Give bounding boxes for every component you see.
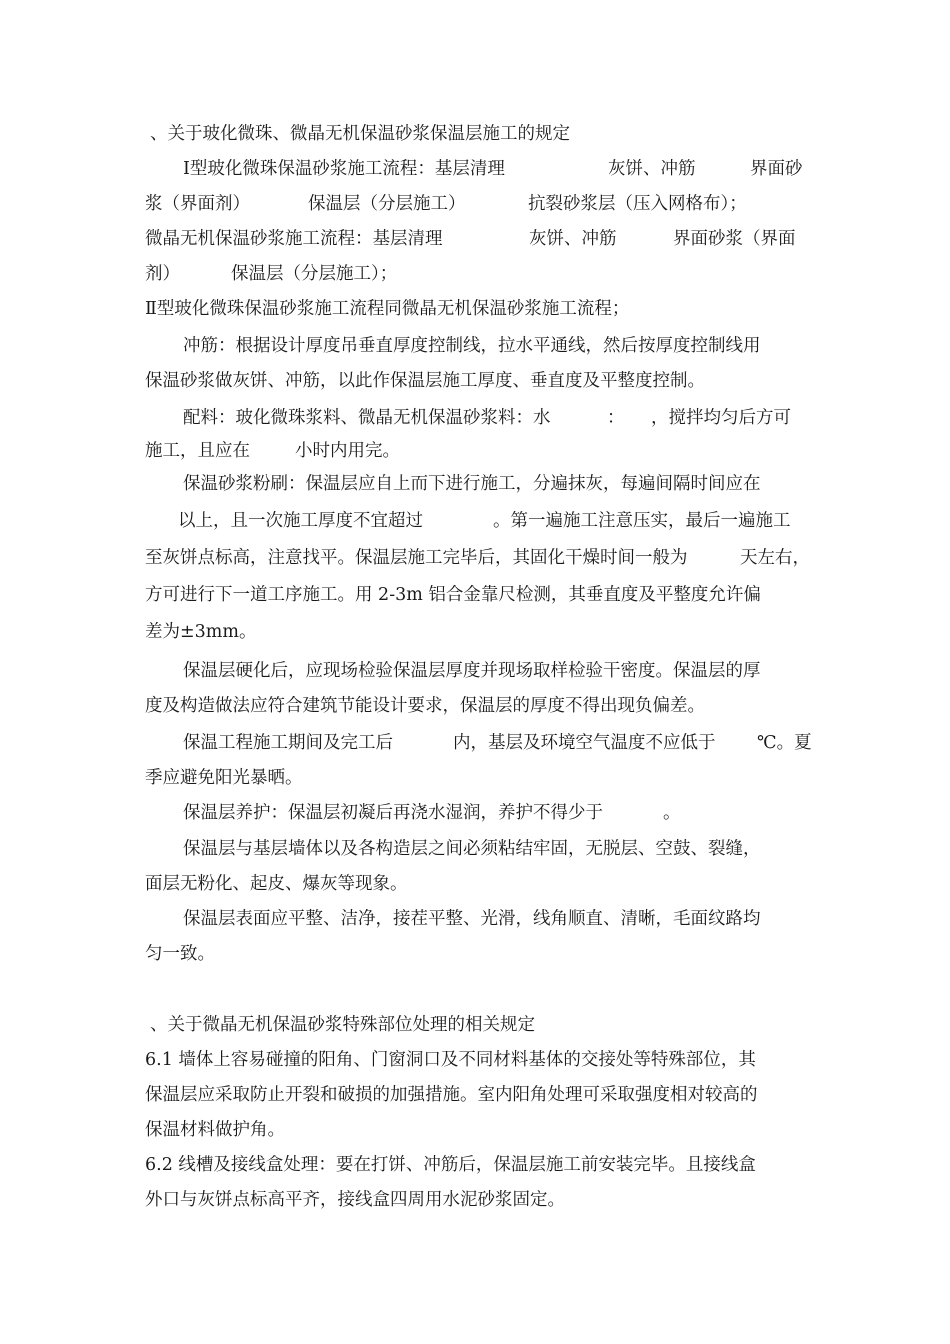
paragraph-line: 保温层与基层墙体以及各构造层之间必须粘结牢固，无脱层、空鼓、裂缝，	[183, 839, 761, 859]
process-text: 灰饼、冲筋	[608, 159, 696, 179]
paragraph-line: 方可进行下一道工序施工。用 2-3m 铝合金靠尺检测，其垂直度及平整度允许偏	[145, 585, 761, 605]
paragraph-text: 至灰饼点标高，注意找平。保温层施工完毕后，其固化干燥时间一般为	[145, 548, 688, 568]
paragraph-text: ：	[607, 408, 625, 428]
paragraph-line: 外口与灰饼点标高平齐，接线盒四周用水泥砂浆固定。	[145, 1190, 565, 1210]
paragraph-text: 内，基层及环境空气温度不应低于	[453, 733, 716, 753]
process-text: 微晶无机保温砂浆施工流程：基层清理	[145, 229, 443, 249]
paragraph-line: 保温砂浆做灰饼、冲筋，以此作保温层施工厚度、垂直度及平整度控制。	[145, 371, 705, 391]
paragraph-text: ，搅拌均匀后方可	[651, 408, 791, 428]
paragraph-line: 保温层硬化后，应现场检验保温层厚度并现场取样检验干密度。保温层的厚	[183, 661, 761, 681]
paragraph-line: 保温砂浆粉刷：保温层应自上而下进行施工，分遍抹灰，每遍间隔时间应在	[183, 474, 761, 494]
paragraph-text: 。	[663, 803, 681, 823]
process-text: 界面砂浆（界面	[673, 229, 796, 249]
paragraph-line: 保温材料做护角。	[145, 1120, 285, 1140]
process-text: 灰饼、冲筋	[529, 229, 617, 249]
paragraph-line: 6.1 墙体上容易碰撞的阳角、门窗洞口及不同材料基体的交接处等特殊部位，其	[145, 1050, 756, 1070]
paragraph-text: 小时内用完。	[295, 441, 400, 461]
process-text: 界面砂	[750, 159, 803, 179]
paragraph-text: 施工，且应在	[145, 441, 250, 461]
process-text: 保温层（分层施工）	[308, 194, 466, 214]
process-text: 抗裂砂浆层（压入网格布）；	[528, 194, 747, 214]
process-text: 保温层（分层施工）；	[231, 264, 398, 284]
paragraph-text: 。第一遍施工注意压实，最后一遍施工	[493, 511, 791, 531]
process-text: Ⅰ型玻化微珠保温砂浆施工流程：基层清理	[183, 159, 505, 179]
paragraph-line: 季应避免阳光暴晒。	[145, 768, 303, 788]
process-line-5: Ⅱ型玻化微珠保温砂浆施工流程同微晶无机保温砂浆施工流程；	[145, 299, 630, 319]
process-text: 浆（界面剂）	[145, 194, 250, 214]
paragraph-line: 匀一致。	[145, 944, 215, 964]
paragraph-text: 保温工程施工期间及完工后	[183, 733, 393, 753]
paragraph-line: 面层无粉化、起皮、爆灰等现象。	[145, 874, 408, 894]
paragraph-text: 配料：玻化微珠浆料、微晶无机保温砂浆料：水	[183, 408, 551, 428]
paragraph-text: ℃。夏	[757, 733, 812, 753]
paragraph-line: 保温层应采取防止开裂和破损的加强措施。室内阳角处理可采取强度相对较高的	[145, 1085, 758, 1105]
section-5-heading: 、关于玻化微珠、微晶无机保温砂浆保温层施工的规定	[150, 124, 570, 144]
paragraph-line: 差为±3mm。	[145, 622, 257, 642]
paragraph-text: 保温层养护：保温层初凝后再浇水湿润，养护不得少于	[183, 803, 603, 823]
paragraph-text: 天左右，	[740, 548, 810, 568]
paragraph-line: 保温层表面应平整、洁净，接茬平整、光滑，线角顺直、清晰，毛面纹路均	[183, 909, 761, 929]
paragraph-text: 以上，且一次施工厚度不宜超过	[178, 511, 423, 531]
paragraph-line: 度及构造做法应符合建筑节能设计要求，保温层的厚度不得出现负偏差。	[145, 696, 705, 716]
section-6-heading: 、关于微晶无机保温砂浆特殊部位处理的相关规定	[150, 1015, 535, 1035]
paragraph-line: 冲筋：根据设计厚度吊垂直厚度控制线，拉水平通线，然后按厚度控制线用	[183, 336, 761, 356]
process-text: 剂）	[145, 264, 180, 284]
paragraph-line: 6.2 线槽及接线盒处理：要在打饼、冲筋后，保温层施工前安装完毕。且接线盒	[145, 1155, 756, 1175]
